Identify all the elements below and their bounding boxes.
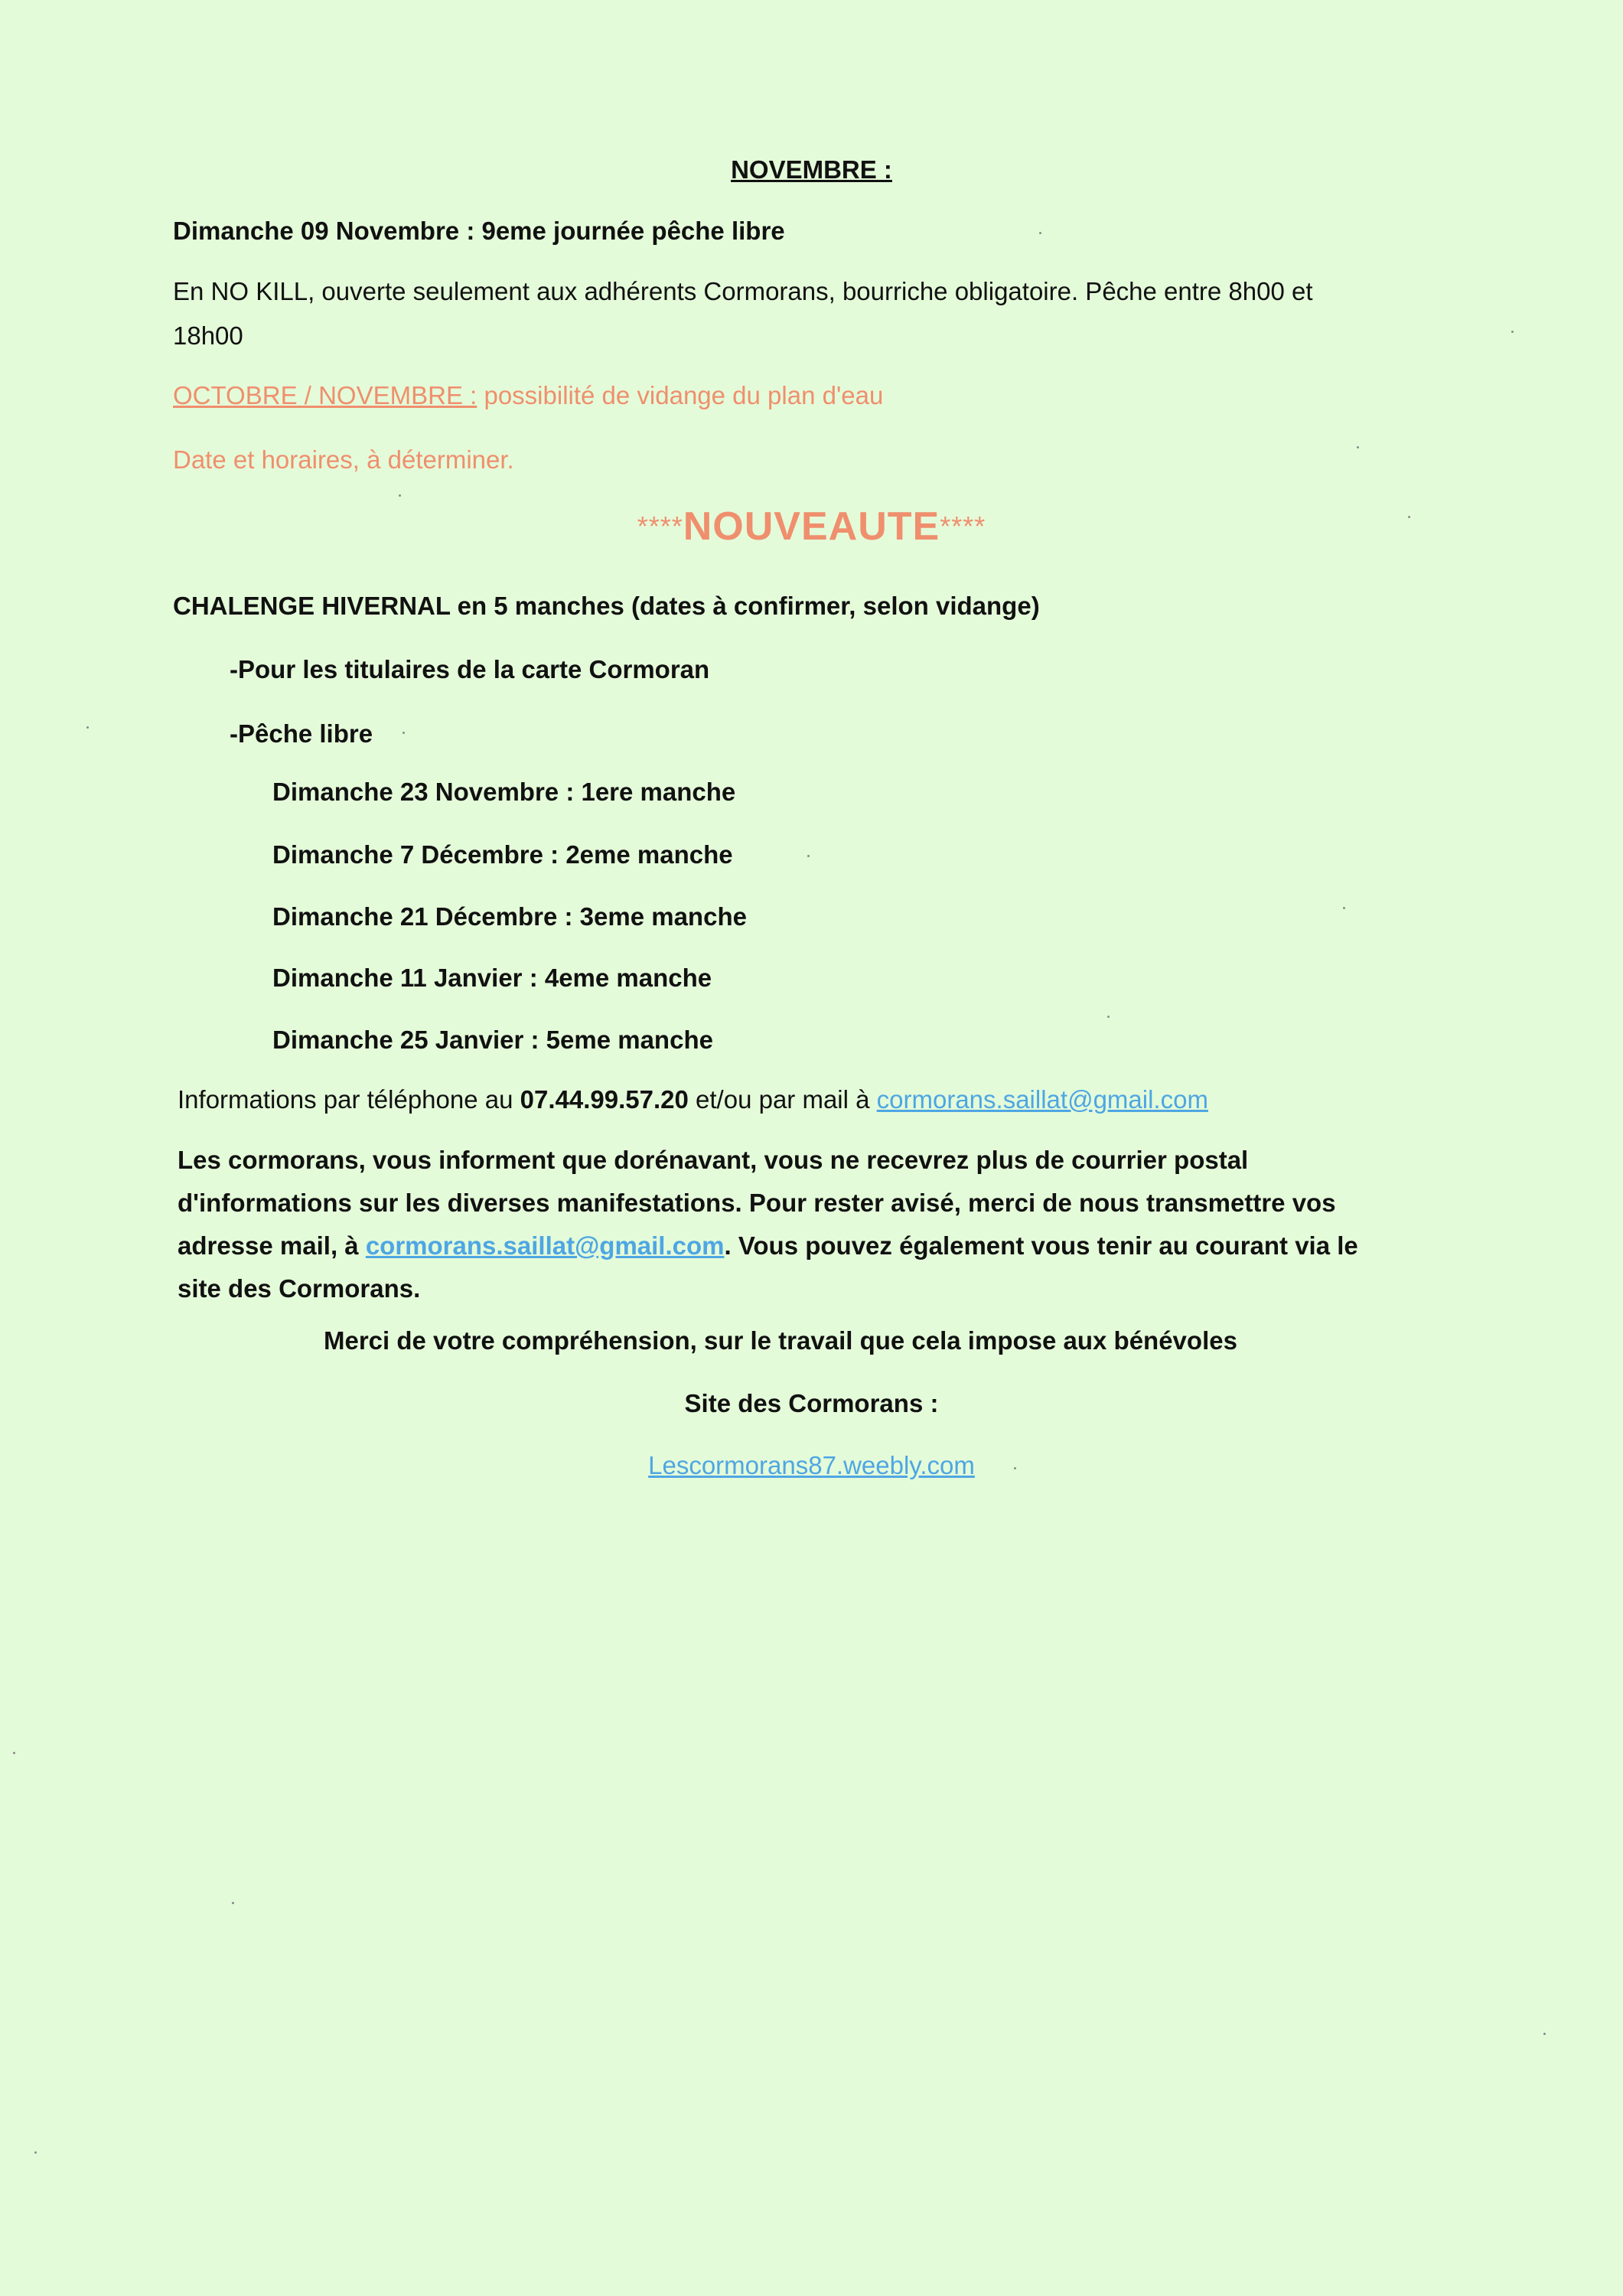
scan-speck	[13, 1752, 15, 1754]
scan-speck	[1014, 1467, 1016, 1469]
scan-speck	[1357, 446, 1359, 448]
email-link[interactable]: cormorans.saillat@gmail.com	[876, 1085, 1208, 1114]
info-line	[178, 1078, 1208, 1122]
phone-number: 07.44.99.57.20	[520, 1085, 689, 1114]
thanks-line: Merci de votre compréhension, sur le travail que cela impose aux bénévoles	[324, 1326, 1237, 1355]
vidange-date: Date et horaires, à déterminer.	[173, 445, 514, 474]
site-url-link[interactable]: Lescormorans87.weebly.com	[648, 1451, 975, 1479]
info-prefix: Informations par téléphone au	[178, 1085, 520, 1114]
november-heading	[0, 148, 1623, 192]
scan-speck	[1543, 2033, 1546, 2035]
scan-speck	[86, 726, 89, 729]
scan-speck	[1408, 516, 1410, 518]
scan-speck	[1343, 907, 1345, 909]
scan-speck	[1039, 232, 1041, 234]
nouveaute-stars-left: ****	[637, 510, 683, 542]
notice-line-1: Les cormorans, vous informent que dorénavant, vous ne recevrez plus de courrier postal	[178, 1146, 1249, 1174]
notice-email-link[interactable]: cormorans.saillat@gmail.com	[365, 1231, 725, 1260]
scan-speck	[1511, 331, 1514, 333]
info-middle: et/ou par mail à	[688, 1085, 877, 1114]
notice-line-4: site des Cormorans.	[178, 1274, 421, 1303]
notice-line-2: d'informations sur les diverses manifestations. Pour rester avisé, merci de nous transmettre vos	[178, 1189, 1336, 1217]
scan-speck	[399, 494, 401, 497]
manche-item: Dimanche 23 Novembre : 1ere manche	[272, 778, 736, 806]
condition-item: -Pêche libre	[230, 719, 373, 748]
scan-speck	[402, 732, 405, 734]
vidange-text: possibilité de vidange du plan d'eau	[477, 381, 884, 409]
challenge-line: CHALENGE HIVERNAL en 5 manches (dates à confirmer, selon vidange)	[173, 592, 1040, 620]
manche-item: Dimanche 21 Décembre : 3eme manche	[272, 902, 747, 931]
november-heading-text: NOVEMBRE :	[731, 155, 892, 184]
nouveaute-word: NOUVEAUTE	[683, 504, 940, 549]
manche-item: Dimanche 7 Décembre : 2eme manche	[272, 840, 733, 869]
manche-item: Dimanche 25 Janvier : 5eme manche	[272, 1026, 713, 1054]
no-kill-line-1: En NO KILL, ouverte seulement aux adhérents Cormorans, bourriche obligatoire. Pêche entre 8h00 et	[173, 277, 1313, 305]
vidange-label: OCTOBRE / NOVEMBRE :	[173, 381, 477, 409]
event-line: Dimanche 09 Novembre : 9eme journée pêche libre	[173, 217, 785, 245]
scan-speck	[807, 855, 810, 857]
site-url-line	[0, 1443, 1623, 1488]
vidange-line	[173, 373, 883, 418]
notice-line-3-prefix: adresse mail, à	[178, 1231, 366, 1260]
scan-speck	[1107, 1016, 1110, 1018]
nouveaute-stars-right: ****	[940, 510, 986, 542]
manche-item: Dimanche 11 Janvier : 4eme manche	[272, 964, 712, 992]
notice-line-3-suffix: . Vous pouvez également vous tenir au courant via le	[724, 1231, 1358, 1260]
site-label: Site des Cormorans :	[684, 1389, 939, 1417]
nouveaute-heading	[0, 497, 1623, 556]
no-kill-line-2: 18h00	[173, 321, 243, 350]
scan-speck	[232, 1902, 234, 1904]
scan-speck	[34, 2151, 37, 2154]
condition-item: -Pour les titulaires de la carte Cormoran	[230, 655, 710, 683]
notice-line-3	[178, 1224, 1358, 1268]
